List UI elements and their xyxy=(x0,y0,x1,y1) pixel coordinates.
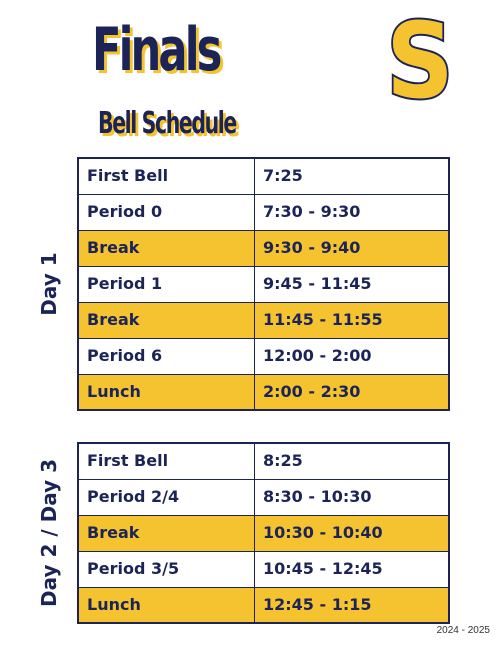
period-name: Period 3/5 xyxy=(78,551,255,587)
table-row xyxy=(78,479,449,515)
period-name: Lunch xyxy=(78,374,255,410)
period-name: Period 2/4 xyxy=(78,479,255,515)
school-year: 2024 - 2025 xyxy=(436,625,490,636)
period-time: 12:00 - 2:00 xyxy=(255,338,450,374)
table-row xyxy=(78,338,449,374)
school-logo xyxy=(385,13,455,105)
table-row xyxy=(78,587,449,623)
period-name: Break xyxy=(78,230,255,266)
period-time: 9:30 - 9:40 xyxy=(255,230,450,266)
period-name: First Bell xyxy=(78,158,255,194)
period-time: 8:30 - 10:30 xyxy=(255,479,450,515)
table-row xyxy=(78,374,449,410)
table-row xyxy=(78,194,449,230)
page-subtitle: Bell Schedule xyxy=(98,106,236,141)
period-name: Break xyxy=(78,515,255,551)
table-row xyxy=(78,158,449,194)
period-name: First Bell xyxy=(78,443,255,479)
table-row xyxy=(78,551,449,587)
period-time: 9:45 - 11:45 xyxy=(255,266,450,302)
period-name: Period 6 xyxy=(78,338,255,374)
period-time: 10:45 - 12:45 xyxy=(255,551,450,587)
period-name: Period 1 xyxy=(78,266,255,302)
day1-schedule-table xyxy=(77,157,450,411)
period-time: 11:45 - 11:55 xyxy=(255,302,450,338)
day1-label: Day 1 xyxy=(37,252,61,316)
period-name: Period 0 xyxy=(78,194,255,230)
period-time: 7:30 - 9:30 xyxy=(255,194,450,230)
period-time: 2:00 - 2:30 xyxy=(255,374,450,410)
page-title: Finals xyxy=(92,15,220,85)
logo-letter: S xyxy=(386,13,454,105)
day2-table-body xyxy=(78,443,449,623)
period-time: 8:25 xyxy=(255,443,450,479)
table-row xyxy=(78,230,449,266)
period-time: 7:25 xyxy=(255,158,450,194)
table-row xyxy=(78,302,449,338)
table-row xyxy=(78,266,449,302)
period-name: Break xyxy=(78,302,255,338)
day2-label: Day 2 / Day 3 xyxy=(37,458,61,608)
day1-table-body xyxy=(78,158,449,410)
period-time: 10:30 - 10:40 xyxy=(255,515,450,551)
period-time: 12:45 - 1:15 xyxy=(255,587,450,623)
day2-schedule-table xyxy=(77,442,450,624)
period-name: Lunch xyxy=(78,587,255,623)
table-row xyxy=(78,515,449,551)
table-row xyxy=(78,443,449,479)
